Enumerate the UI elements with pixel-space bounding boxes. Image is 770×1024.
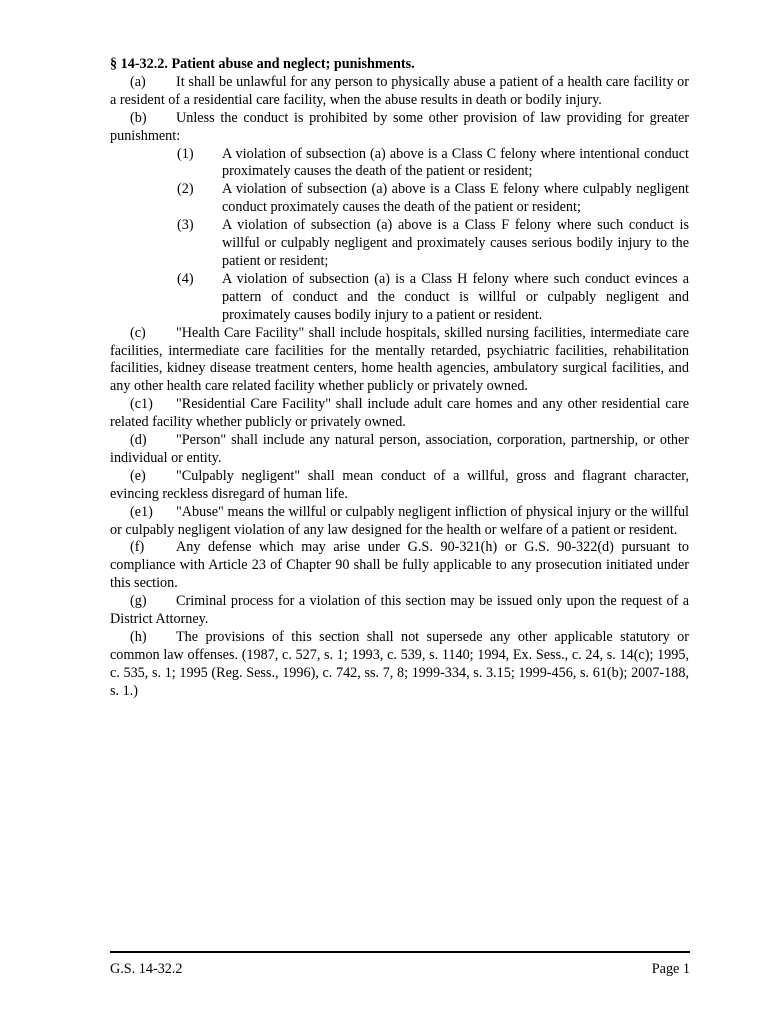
paragraph-label: (d) <box>130 432 147 449</box>
footer-rule <box>110 951 690 953</box>
paragraph-g <box>110 593 689 629</box>
paragraph-text: "Abuse" means the willful or culpably negligent infliction of physical injury or the willful or culpably negligent violation of any law designed for the health or welfare of a patient or resident. <box>110 503 689 538</box>
paragraph-text: It shall be unlawful for any person to physically abuse a patient of a health care facility or a resident of a residential care facility, when the abuse results in death or bodily injury. <box>110 73 689 108</box>
paragraph-c <box>110 325 689 397</box>
footer-citation: G.S. 14-32.2 <box>110 961 183 977</box>
paragraph-label: (e1) <box>130 503 153 520</box>
subsection-text: A violation of subsection (a) is a Class H felony where such conduct evinces a pattern of conduct and the conduct is willful or culpably negligent and proximately causes bodily injury to a patient or resident. <box>222 270 689 323</box>
subsection-2 <box>110 181 689 217</box>
paragraph-b <box>110 110 689 146</box>
paragraph-label: (b) <box>130 109 147 126</box>
paragraph-text: Any defense which may arise under G.S. 90-321(h) or G.S. 90-322(d) pursuant to compliance with Article 23 of Chapter 90 shall be fully applicable to any prosecution initiated under this section. <box>110 539 689 592</box>
subsection-number: (3) <box>177 217 194 234</box>
paragraph-h <box>110 629 689 701</box>
paragraph-f <box>110 539 689 593</box>
subsection-1 <box>110 146 689 182</box>
paragraph-label: (a) <box>130 73 146 90</box>
subsection-text: A violation of subsection (a) above is a Class E felony where culpably negligent conduct proximately causes the death of the patient or resident; <box>222 181 689 216</box>
paragraph-text: "Residential Care Facility" shall include adult care homes and any other residential care related facility whether publicly or privately owned. <box>110 396 689 431</box>
paragraph-label: (h) <box>130 629 147 645</box>
paragraph-e1 <box>110 504 689 540</box>
subsection-3 <box>110 217 689 271</box>
paragraph-text: "Culpably negligent" shall mean conduct of a willful, gross and flagrant character, evincing reckless disregard of human life. <box>110 467 689 502</box>
page-number: Page 1 <box>651 961 690 977</box>
paragraph-text: Criminal process for a violation of this section may be issued only upon the request of a District Attorney. <box>110 593 689 628</box>
subsection-text: A violation of subsection (a) above is a Class C felony where intentional conduct proximately causes the death of the patient or resident; <box>222 145 689 180</box>
subsection-4 <box>110 271 689 325</box>
paragraph-a <box>110 74 689 110</box>
subsection-number: (1) <box>177 145 194 162</box>
paragraph-label: (c) <box>130 324 146 341</box>
paragraph-label: (c1) <box>130 396 153 413</box>
paragraph-label: (e) <box>130 467 146 484</box>
subsection-number: (2) <box>177 181 194 198</box>
paragraph-c1 <box>110 396 689 432</box>
paragraph-label: (g) <box>130 593 147 610</box>
paragraph-e <box>110 468 689 504</box>
paragraph-text: Unless the conduct is prohibited by some other provision of law providing for greater punishment: <box>110 109 689 144</box>
subsection-text: A violation of subsection (a) above is a Class F felony where such conduct is willful or culpably negligent and proximately causes serious bodily injury to the patient or resident; <box>222 217 689 269</box>
statute-content <box>110 56 689 701</box>
paragraph-text: "Person" shall include any natural person, association, corporation, partnership, or other individual or entity. <box>110 432 689 466</box>
paragraph-text: The provisions of this section shall not supersede any other applicable statutory or common law offenses. (1987, c. 527, s. 1; 1993, c. 539, s. 1140; 1994, Ex. Sess., c. 24, s. 14(c); 1995, c. 535, s. 1; 1995 (Reg. Sess., 1996), c. 742, ss. 7, 8; 1999-334, s. 3.15; 1999-456, s. 61(b); 2007-188, s. 1.) <box>110 629 689 699</box>
section-title: § 14-32.2. Patient abuse and neglect; punishments. <box>110 56 415 72</box>
paragraph-text: "Health Care Facility" shall include hospitals, skilled nursing facilities, intermediate care facilities, intermediate care facilities for the mentally retarded, psychiatric facilities, rehabilitation facilities, kidney disease treatment centers, home health agencies, ambulatory surgical facilities, and any other health care related facility whether publicly or privately owned. <box>110 324 689 395</box>
paragraph-d <box>110 432 689 468</box>
subsection-number: (4) <box>177 270 194 287</box>
paragraph-label: (f) <box>130 539 145 556</box>
